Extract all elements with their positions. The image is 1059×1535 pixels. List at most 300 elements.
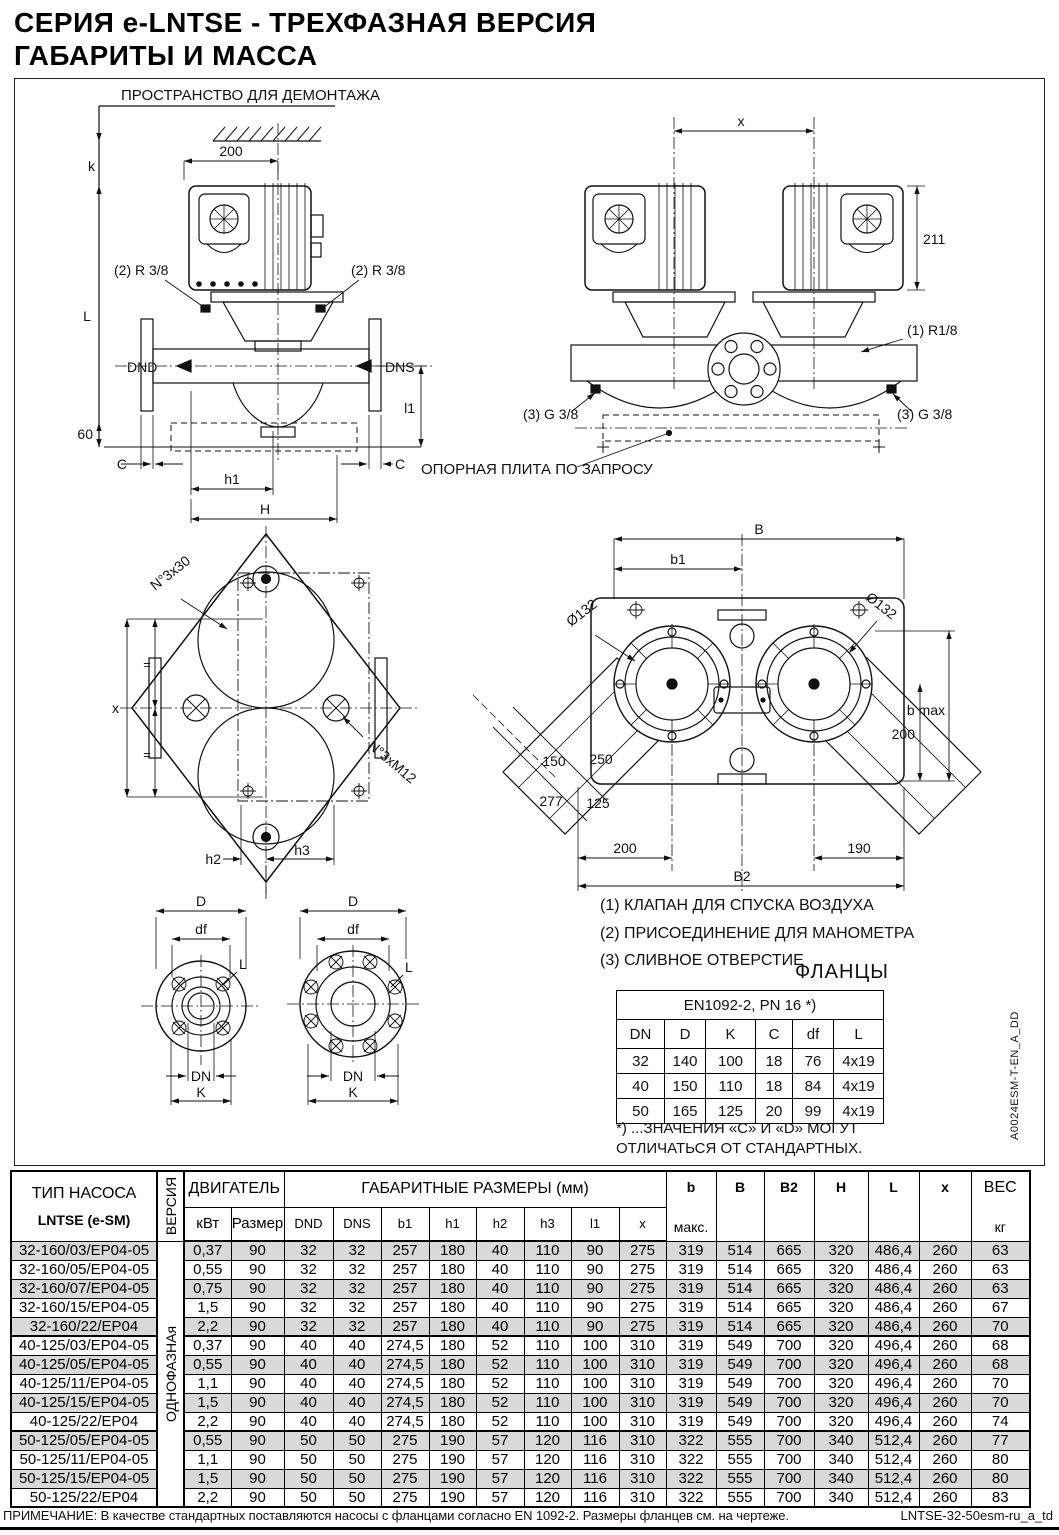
cell-H: 320 [814, 1355, 868, 1374]
flange-col-k: K [706, 1020, 756, 1049]
flange-cell: 110 [706, 1074, 756, 1099]
flange-detail-left [141, 893, 261, 1105]
cell-size: 90 [231, 1298, 284, 1317]
dim-60: 60 [77, 426, 93, 442]
cell-dnd: 32 [284, 1317, 333, 1336]
flange-cell: 32 [617, 1049, 665, 1074]
dim-equal-top: = [143, 657, 151, 672]
cell-l1: 116 [571, 1488, 619, 1507]
manometer-conn-right-label: (2) R 3/8 [351, 262, 406, 278]
cell-kw: 2,2 [184, 1488, 231, 1507]
flange-cell: 140 [665, 1049, 706, 1074]
cell-weight: 63 [971, 1279, 1030, 1298]
dim-190: 190 [847, 840, 871, 856]
cell-dnd: 50 [284, 1450, 333, 1469]
cell-pump-type: 40-125/03/EP04-05 [11, 1336, 157, 1355]
cell-L: 512,4 [868, 1431, 919, 1450]
port-dns-label: DNS [385, 359, 415, 375]
cell-h3: 120 [524, 1488, 571, 1507]
dim-b1: b1 [670, 551, 686, 567]
flange-table-title: ФЛАНЦЫ [795, 961, 889, 983]
header-x [919, 1171, 971, 1241]
cell-pump-type: 50-125/15/EP04-05 [11, 1469, 157, 1488]
flange-cell: 20 [756, 1099, 793, 1124]
flange-col-d: D [665, 1020, 706, 1049]
cell-dns: 32 [333, 1298, 381, 1317]
cell-b1: 275 [381, 1488, 429, 1507]
cell-x2: 260 [919, 1431, 971, 1450]
cell-dns: 40 [333, 1336, 381, 1355]
cell-b-max: 322 [666, 1431, 716, 1450]
cell-size: 90 [231, 1450, 284, 1469]
cell-weight: 68 [971, 1336, 1030, 1355]
flange-cell: 100 [706, 1049, 756, 1074]
dim-200-right: 200 [891, 726, 915, 742]
note-manometer: (2) ПРИСОЕДИНЕНИЕ ДЛЯ МАНОМЕТРА [600, 924, 915, 942]
flange-detail-right [287, 893, 419, 1105]
flange-dim-D2: D [347, 893, 359, 909]
footer-doc-code: LNTSE-32-50esm-ru_a_td [900, 1508, 1053, 1523]
cell-dns: 32 [333, 1241, 381, 1260]
cell-h3: 110 [524, 1355, 571, 1374]
cell-size: 90 [231, 1431, 284, 1450]
version-label: ВЕРСИЯ [162, 1177, 179, 1236]
cell-b1: 274,5 [381, 1374, 429, 1393]
cell-B: 514 [716, 1279, 764, 1298]
flange-standard: EN1092-2, PN 16 *) [617, 991, 884, 1020]
cell-weight: 70 [971, 1393, 1030, 1412]
cell-b-max: 319 [666, 1355, 716, 1374]
cell-weight: 70 [971, 1374, 1030, 1393]
title-line2: ГАБАРИТЫ И МАССА [14, 40, 318, 71]
cell-b1: 257 [381, 1279, 429, 1298]
top-view-single-pump [112, 526, 420, 899]
cell-L: 486,4 [868, 1260, 919, 1279]
cell-H: 340 [814, 1450, 868, 1469]
cell-B2: 700 [764, 1374, 814, 1393]
cell-b1: 274,5 [381, 1355, 429, 1374]
cell-size: 90 [231, 1393, 284, 1412]
header-L [868, 1171, 919, 1241]
cell-x2: 260 [919, 1450, 971, 1469]
cell-h2: 52 [476, 1412, 524, 1431]
cell-pump-type: 50-125/22/EP04 [11, 1488, 157, 1507]
cell-b1: 275 [381, 1450, 429, 1469]
version-value: ОДНОФАЗНАя [162, 1325, 179, 1422]
drawing-panel [14, 78, 1045, 1166]
cell-l1: 90 [571, 1298, 619, 1317]
cell-L: 496,4 [868, 1336, 919, 1355]
cell-x: 310 [619, 1431, 666, 1450]
cell-weight: 63 [971, 1260, 1030, 1279]
cell-kw: 0,55 [184, 1260, 231, 1279]
header-pump-type [11, 1171, 157, 1241]
dim-250: 250 [589, 751, 613, 767]
cell-L: 512,4 [868, 1450, 919, 1469]
cell-b-max: 319 [666, 1317, 716, 1336]
page-title [14, 6, 596, 72]
flange-cell: 4x19 [834, 1049, 884, 1074]
cell-size: 90 [231, 1374, 284, 1393]
cell-l1: 90 [571, 1279, 619, 1298]
cell-size: 90 [231, 1488, 284, 1507]
dim-h1: h1 [224, 471, 240, 487]
dim-b-max: b max [906, 702, 945, 718]
cell-h2: 57 [476, 1431, 524, 1450]
cell-b1: 257 [381, 1241, 429, 1260]
cell-l1: 100 [571, 1374, 619, 1393]
cell-b1: 257 [381, 1260, 429, 1279]
cell-dns: 32 [333, 1317, 381, 1336]
cell-weight: 67 [971, 1298, 1030, 1317]
cell-weight: 74 [971, 1412, 1030, 1431]
cell-x2: 260 [919, 1374, 971, 1393]
cell-pump-type: 40-125/22/EP04 [11, 1412, 157, 1431]
header-size: Размер [231, 1207, 284, 1241]
cell-b-max: 322 [666, 1488, 716, 1507]
cell-b-max: 322 [666, 1469, 716, 1488]
flange-cell: 4x19 [834, 1099, 884, 1124]
cell-kw: 0,55 [184, 1431, 231, 1450]
cell-H: 320 [814, 1336, 868, 1355]
cell-B2: 665 [764, 1260, 814, 1279]
cell-h2: 52 [476, 1355, 524, 1374]
cell-H: 320 [814, 1260, 868, 1279]
cell-H: 320 [814, 1374, 868, 1393]
cell-weight: 80 [971, 1450, 1030, 1469]
cell-h2: 40 [476, 1298, 524, 1317]
flange-dim-D: D [195, 893, 207, 909]
dim-l1: l1 [404, 400, 415, 416]
header-dim-x: x [619, 1207, 666, 1241]
cell-h1: 190 [429, 1469, 476, 1488]
cell-size: 90 [231, 1469, 284, 1488]
cell-x: 275 [619, 1298, 666, 1317]
flange-col-df: df [793, 1020, 834, 1049]
dia-132-left-label: Ø132 [562, 595, 600, 630]
cell-L: 496,4 [868, 1374, 919, 1393]
cell-x2: 260 [919, 1336, 971, 1355]
cell-B: 555 [716, 1450, 764, 1469]
header-dim-h2: h2 [476, 1207, 524, 1241]
cell-kw: 0,55 [184, 1355, 231, 1374]
top-view-twin-pump [473, 521, 981, 894]
cell-B: 514 [716, 1298, 764, 1317]
dim-200-motor: 200 [219, 143, 243, 159]
cell-h1: 190 [429, 1450, 476, 1469]
cell-dnd: 32 [284, 1279, 333, 1298]
flange-cell: 84 [793, 1074, 834, 1099]
drain-right-label: (3) G 3/8 [897, 406, 953, 422]
cell-L: 496,4 [868, 1355, 919, 1374]
flange-cell: 50 [617, 1099, 665, 1124]
flange-cell: 4x19 [834, 1074, 884, 1099]
cell-weight: 80 [971, 1469, 1030, 1488]
air-valve-label: (1) R1/8 [907, 322, 958, 338]
holes-3xm12-label: N°3xM12 [365, 737, 420, 787]
flange-col-l: L [834, 1020, 884, 1049]
drawing-code-vertical: A0024ESM-T-EN_A_DD [1009, 1011, 1021, 1140]
dim-h3: h3 [294, 842, 310, 858]
cell-size: 90 [231, 1412, 284, 1431]
cell-size: 90 [231, 1260, 284, 1279]
cell-x2: 260 [919, 1412, 971, 1431]
cell-H: 320 [814, 1393, 868, 1412]
dimensions-table-body [11, 1241, 1030, 1507]
dim-C-left: C [116, 456, 127, 472]
cell-x: 310 [619, 1374, 666, 1393]
cell-B: 555 [716, 1469, 764, 1488]
header-dim-h1: h1 [429, 1207, 476, 1241]
cell-weight: 68 [971, 1355, 1030, 1374]
cell-dns: 32 [333, 1260, 381, 1279]
cell-dnd: 32 [284, 1260, 333, 1279]
flange-cell: 125 [706, 1099, 756, 1124]
cell-h1: 180 [429, 1298, 476, 1317]
dimensions-table [10, 1170, 1031, 1508]
flange-cell: 40 [617, 1074, 665, 1099]
cell-L: 486,4 [868, 1298, 919, 1317]
dia-132-right-label: Ø132 [863, 588, 900, 623]
cell-h2: 52 [476, 1336, 524, 1355]
dim-x-twin: x [737, 113, 745, 129]
flange-cell: 18 [756, 1049, 793, 1074]
cell-dns: 40 [333, 1374, 381, 1393]
flange-cell: 165 [665, 1099, 706, 1124]
cell-B2: 665 [764, 1279, 814, 1298]
cell-B2: 700 [764, 1450, 814, 1469]
front-view-single-pump [77, 87, 435, 523]
dim-x-top: x [112, 700, 119, 716]
cell-h1: 180 [429, 1336, 476, 1355]
cell-b-max: 322 [666, 1450, 716, 1469]
cell-L: 486,4 [868, 1241, 919, 1260]
cell-dns: 50 [333, 1469, 381, 1488]
cell-x2: 260 [919, 1317, 971, 1336]
flange-dim-DN: DN [190, 1068, 212, 1084]
cell-kw: 0,75 [184, 1279, 231, 1298]
cell-h1: 180 [429, 1355, 476, 1374]
flange-dim-L2: L [405, 959, 413, 975]
cell-kw: 1,5 [184, 1393, 231, 1412]
cell-h3: 110 [524, 1374, 571, 1393]
cell-x: 310 [619, 1355, 666, 1374]
cell-h1: 180 [429, 1241, 476, 1260]
cell-dns: 40 [333, 1355, 381, 1374]
title-line1: СЕРИЯ e-LNTSE - ТРЕХФАЗНАЯ ВЕРСИЯ [14, 7, 597, 38]
cell-h1: 190 [429, 1431, 476, 1450]
cell-L: 496,4 [868, 1393, 919, 1412]
cell-h3: 110 [524, 1412, 571, 1431]
cell-B2: 700 [764, 1393, 814, 1412]
flange-dim-df: df [195, 921, 207, 937]
flange-footnote-line1: *) ...ЗНАЧЕНИЯ «C» И «D» МОГУТ [616, 1120, 859, 1137]
cell-dns: 32 [333, 1279, 381, 1298]
cell-b-max: 319 [666, 1393, 716, 1412]
cell-B: 549 [716, 1412, 764, 1431]
cell-H: 320 [814, 1298, 868, 1317]
cell-l1: 90 [571, 1241, 619, 1260]
cell-B2: 700 [764, 1412, 814, 1431]
cell-x: 310 [619, 1336, 666, 1355]
cell-B: 549 [716, 1355, 764, 1374]
cell-dns: 50 [333, 1450, 381, 1469]
cell-H: 340 [814, 1469, 868, 1488]
cell-b1: 257 [381, 1317, 429, 1336]
cell-b1: 275 [381, 1431, 429, 1450]
cell-h3: 120 [524, 1450, 571, 1469]
cell-pump-type: 32-160/05/EP04-05 [11, 1260, 157, 1279]
cell-l1: 116 [571, 1450, 619, 1469]
cell-B2: 700 [764, 1469, 814, 1488]
cell-B2: 700 [764, 1431, 814, 1450]
cell-h1: 180 [429, 1412, 476, 1431]
flange-col-c: C [756, 1020, 793, 1049]
cell-h2: 52 [476, 1374, 524, 1393]
dim-equal-bottom: = [143, 747, 151, 762]
holes-3x30-label: N°3x30 [146, 552, 194, 594]
cell-pump-type: 32-160/22/EP04 [11, 1317, 157, 1336]
header-dim-DNS: DNS [333, 1207, 381, 1241]
cell-weight: 77 [971, 1431, 1030, 1450]
cell-h3: 110 [524, 1279, 571, 1298]
header-H [814, 1171, 868, 1241]
cell-B2: 700 [764, 1488, 814, 1507]
cell-weight: 70 [971, 1317, 1030, 1336]
cell-b1: 275 [381, 1469, 429, 1488]
cell-size: 90 [231, 1279, 284, 1298]
cell-kw: 1,5 [184, 1298, 231, 1317]
cell-kw: 1,1 [184, 1374, 231, 1393]
flange-col-dn: DN [617, 1020, 665, 1049]
weight-unit-label: кг [994, 1219, 1006, 1235]
dismantling-space-label: ПРОСТРАНСТВО ДЛЯ ДЕМОНТАЖА [121, 87, 380, 104]
cell-B2: 665 [764, 1298, 814, 1317]
cell-B: 549 [716, 1374, 764, 1393]
dim-H: H [259, 501, 271, 517]
dim-L: L [83, 308, 91, 324]
cell-b1: 274,5 [381, 1336, 429, 1355]
cell-pump-type: 40-125/15/EP04-05 [11, 1393, 157, 1412]
cell-version [157, 1241, 184, 1507]
cell-size: 90 [231, 1241, 284, 1260]
cell-B: 549 [716, 1336, 764, 1355]
cell-h2: 57 [476, 1469, 524, 1488]
cell-dns: 50 [333, 1431, 381, 1450]
L-label: L [889, 1179, 898, 1195]
cell-B: 549 [716, 1393, 764, 1412]
flange-table-row [617, 1049, 884, 1074]
cell-L: 486,4 [868, 1279, 919, 1298]
header-dim-h3: h3 [524, 1207, 571, 1241]
cell-B: 555 [716, 1488, 764, 1507]
weight-label: ВЕС [983, 1179, 1017, 1196]
cell-x: 275 [619, 1241, 666, 1260]
cell-pump-type: 40-125/11/EP04-05 [11, 1374, 157, 1393]
base-plate-note: ОПОРНАЯ ПЛИТА ПО ЗАПРОСУ [421, 461, 653, 478]
cell-h2: 57 [476, 1488, 524, 1507]
cell-h3: 110 [524, 1260, 571, 1279]
header-version [157, 1171, 184, 1241]
flange-dim-K: K [196, 1084, 206, 1100]
cell-h1: 180 [429, 1279, 476, 1298]
cell-size: 90 [231, 1336, 284, 1355]
H-label: H [835, 1179, 847, 1195]
cell-x2: 260 [919, 1393, 971, 1412]
B2-label: B2 [780, 1179, 798, 1195]
header-B2 [764, 1171, 814, 1241]
header-b-max [666, 1171, 716, 1241]
cell-dnd: 50 [284, 1469, 333, 1488]
cell-pump-type: 50-125/11/EP04-05 [11, 1450, 157, 1469]
cell-x2: 260 [919, 1355, 971, 1374]
note-drain: (3) СЛИВНОЕ ОТВЕРСТИЕ [600, 952, 804, 969]
cell-x: 275 [619, 1260, 666, 1279]
cell-dnd: 50 [284, 1431, 333, 1450]
flange-dim-K2: K [348, 1084, 358, 1100]
cell-l1: 90 [571, 1317, 619, 1336]
cell-kw: 1,5 [184, 1469, 231, 1488]
cell-l1: 100 [571, 1412, 619, 1431]
cell-b1: 274,5 [381, 1393, 429, 1412]
flange-cell: 76 [793, 1049, 834, 1074]
cell-kw: 0,37 [184, 1241, 231, 1260]
footer-note: ПРИМЕЧАНИЕ: В качестве стандартных поставляются насосы с фланцами согласно EN 1092-2. Размеры фланцев см. на чертеже. [3, 1508, 789, 1523]
pump-type-label: ТИП НАСОСА [31, 1184, 137, 1202]
flange-dim-L: L [239, 956, 247, 972]
cell-h1: 180 [429, 1374, 476, 1393]
cell-dnd: 40 [284, 1374, 333, 1393]
cell-h2: 40 [476, 1241, 524, 1260]
cell-kw: 2,2 [184, 1412, 231, 1431]
cell-dnd: 50 [284, 1488, 333, 1507]
flange-footnote-line2: ОТЛИЧАТЬСЯ ОТ СТАНДАРТНЫХ. [616, 1140, 863, 1157]
cell-b-max: 319 [666, 1374, 716, 1393]
cell-dnd: 40 [284, 1393, 333, 1412]
cell-l1: 100 [571, 1355, 619, 1374]
cell-B: 514 [716, 1260, 764, 1279]
dim-277: 277 [539, 793, 563, 809]
cell-l1: 116 [571, 1469, 619, 1488]
header-dim-l1: l1 [571, 1207, 619, 1241]
cell-h3: 110 [524, 1241, 571, 1260]
cell-h1: 190 [429, 1488, 476, 1507]
cell-dns: 40 [333, 1393, 381, 1412]
cell-l1: 116 [571, 1431, 619, 1450]
dim-h2: h2 [205, 851, 221, 867]
dim-B: B [754, 521, 764, 537]
cell-L: 512,4 [868, 1488, 919, 1507]
cell-pump-type: 40-125/05/EP04-05 [11, 1355, 157, 1374]
cell-h1: 180 [429, 1393, 476, 1412]
x-label: x [941, 1179, 949, 1195]
cell-dns: 50 [333, 1488, 381, 1507]
cell-dnd: 32 [284, 1298, 333, 1317]
dim-125: 125 [586, 795, 610, 811]
cell-B2: 700 [764, 1355, 814, 1374]
cell-h3: 120 [524, 1431, 571, 1450]
cell-dnd: 40 [284, 1355, 333, 1374]
flange-table-row [617, 1074, 884, 1099]
header-weight [971, 1171, 1030, 1241]
cell-dnd: 40 [284, 1336, 333, 1355]
cell-h2: 57 [476, 1450, 524, 1469]
pump-series-label: LNTSE (e-SM) [37, 1211, 131, 1228]
cell-b-max: 319 [666, 1298, 716, 1317]
cell-x2: 260 [919, 1298, 971, 1317]
cell-weight: 83 [971, 1488, 1030, 1507]
cell-h2: 40 [476, 1279, 524, 1298]
